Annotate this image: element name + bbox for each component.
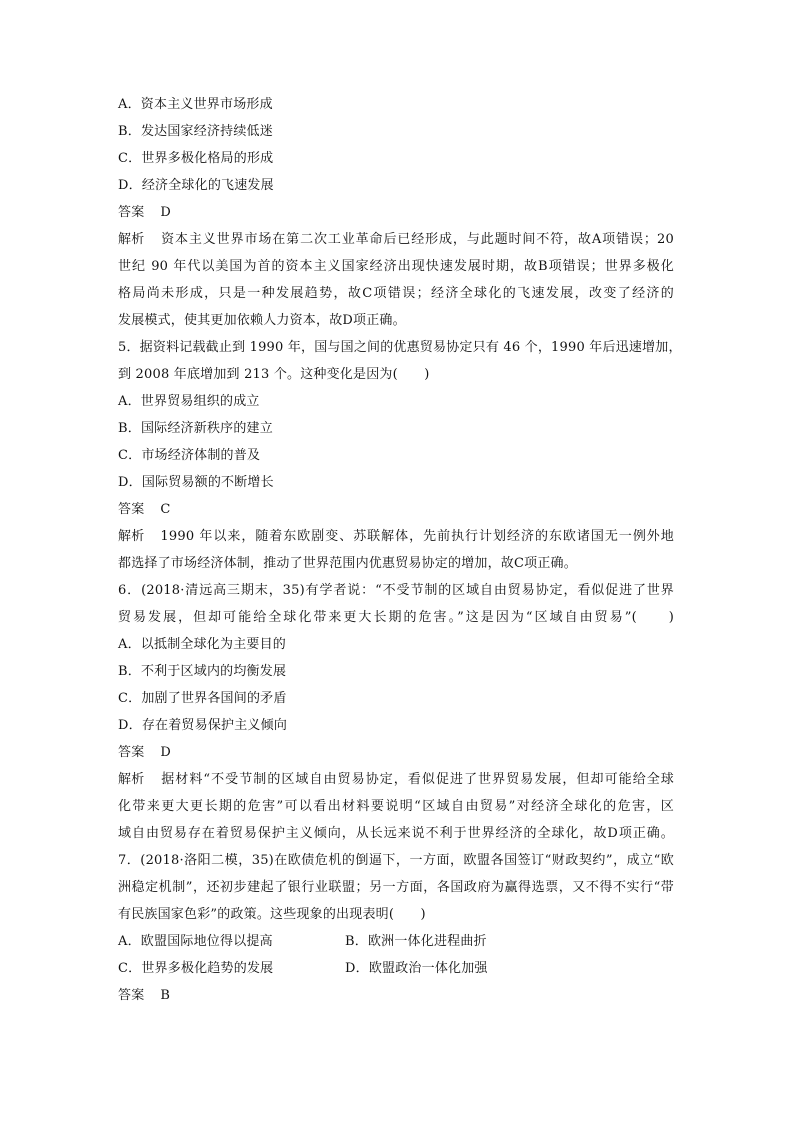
- q7-option-a: A．欧盟国际地位得以提高: [118, 934, 273, 949]
- q6-analysis-line-2: 化带来更大更长期的危害”可以看出材料要说明“区域自由贸易”对经济全球化的危害，区: [118, 799, 674, 814]
- q4-analysis-line-2: 世纪 90 年代以美国为首的资本主义国家经济出现快速发展时期，故B项错误；世界多极化: [118, 259, 674, 274]
- q7-options-row-1: [118, 934, 678, 950]
- answer-label: 答案: [118, 988, 145, 1003]
- q6-option-d: D．存在着贸易保护主义倾向: [118, 718, 288, 733]
- q4-option-a: A．资本主义世界市场形成: [118, 97, 273, 112]
- answer-label: 答案: [118, 745, 145, 760]
- answer-label: 答案: [118, 205, 145, 220]
- q4-analysis-line-1: [118, 232, 674, 248]
- analysis-label: 解析: [118, 529, 145, 544]
- q7-stem-line-2: 洲稳定机制”，还初步建起了银行业联盟；另一方面，各国政府为赢得选票，又不得不实行“带: [118, 880, 674, 895]
- q5-option-d: D．国际贸易额的不断增长: [118, 475, 274, 490]
- analysis-text: 资本主义世界市场在第二次工业革命后已经形成，与此题时间不符，故A项错误；20: [160, 232, 674, 247]
- q5-stem-line-2: 到 2008 年底增加到 213 个。这种变化是因为( ): [118, 367, 430, 382]
- q7-option-b: B．欧洲一体化进程曲折: [345, 934, 487, 949]
- q7-option-d: D．欧盟政治一体化加强: [345, 961, 488, 976]
- q7-stem-line-3: 有民族国家色彩”的政策。这些现象的出现表明( ): [118, 907, 426, 922]
- analysis-text: 据材料“不受节制的区域自由贸易协定，看似促进了世界贸易发展，但却可能给全球: [160, 772, 674, 787]
- q6-option-a: A．以抵制全球化为主要目的: [118, 637, 286, 652]
- q6-stem-line-1: 6．(2018·清远高三期末，35)有学者说：“不受节制的区域自由贸易协定，看似促进了世界: [118, 583, 674, 598]
- analysis-text: 1990 年以来，随着东欧剧变、苏联解体，先前执行计划经济的东欧诸国无一例外地: [160, 529, 674, 544]
- q5-analysis-line-2: 都选择了市场经济体制，推动了世界范围内优惠贸易协定的增加，故C项正确。: [118, 556, 577, 571]
- q7-option-c: C．世界多极化趋势的发展: [118, 961, 274, 976]
- q4-option-b: B．发达国家经济持续低迷: [118, 124, 273, 139]
- q5-option-a: A．世界贸易组织的成立: [118, 394, 260, 409]
- q5-analysis-line-1: [118, 529, 674, 545]
- q6-analysis-line-1: [118, 772, 674, 788]
- q7-stem-line-1: 7．(2018·洛阳二模，35)在欧债危机的倒逼下，一方面，欧盟各国签订“财政契约”，成立“欧: [118, 853, 674, 868]
- q7-options-row-2: [118, 961, 678, 977]
- q4-analysis-line-4: 发展模式，使其更加依赖人力资本，故D项正确。: [118, 313, 406, 328]
- q4-answer: [118, 205, 678, 221]
- q4-option-d: D．经济全球化的飞速发展: [118, 178, 274, 193]
- q6-answer: [118, 745, 678, 761]
- analysis-label: 解析: [118, 232, 145, 247]
- answer-value: B: [160, 988, 171, 1003]
- answer-value: D: [160, 205, 172, 220]
- q6-analysis-line-3: 域自由贸易存在着贸易保护主义倾向，从长远来说不利于世界经济的全球化，故D项正确。: [118, 826, 674, 841]
- q6-stem-line-2: 贸易发展，但却可能给全球化带来更大长期的危害。”这是因为“区域自由贸易”( ): [118, 610, 674, 625]
- q7-answer: [118, 988, 678, 1004]
- answer-label: 答案: [118, 502, 145, 517]
- q6-option-c: C．加剧了世界各国间的矛盾: [118, 691, 287, 706]
- q5-answer: [118, 502, 678, 518]
- q6-option-b: B．不利于区域内的均衡发展: [118, 664, 287, 679]
- q4-analysis-line-3: 格局尚未形成，只是一种发展趋势，故C项错误；经济全球化的飞速发展，改变了经济的: [118, 286, 674, 301]
- answer-value: D: [160, 745, 172, 760]
- analysis-label: 解析: [118, 772, 145, 787]
- q5-option-c: C．市场经济体制的普及: [118, 448, 261, 463]
- answer-value: C: [160, 502, 171, 517]
- q5-option-b: B．国际经济新秩序的建立: [118, 421, 273, 436]
- q5-stem-line-1: 5．据资料记载截止到 1990 年，国与国之间的优惠贸易协定只有 46 个，1990 年后迅速增加，: [118, 340, 682, 355]
- q4-option-c: C．世界多极化格局的形成: [118, 151, 274, 166]
